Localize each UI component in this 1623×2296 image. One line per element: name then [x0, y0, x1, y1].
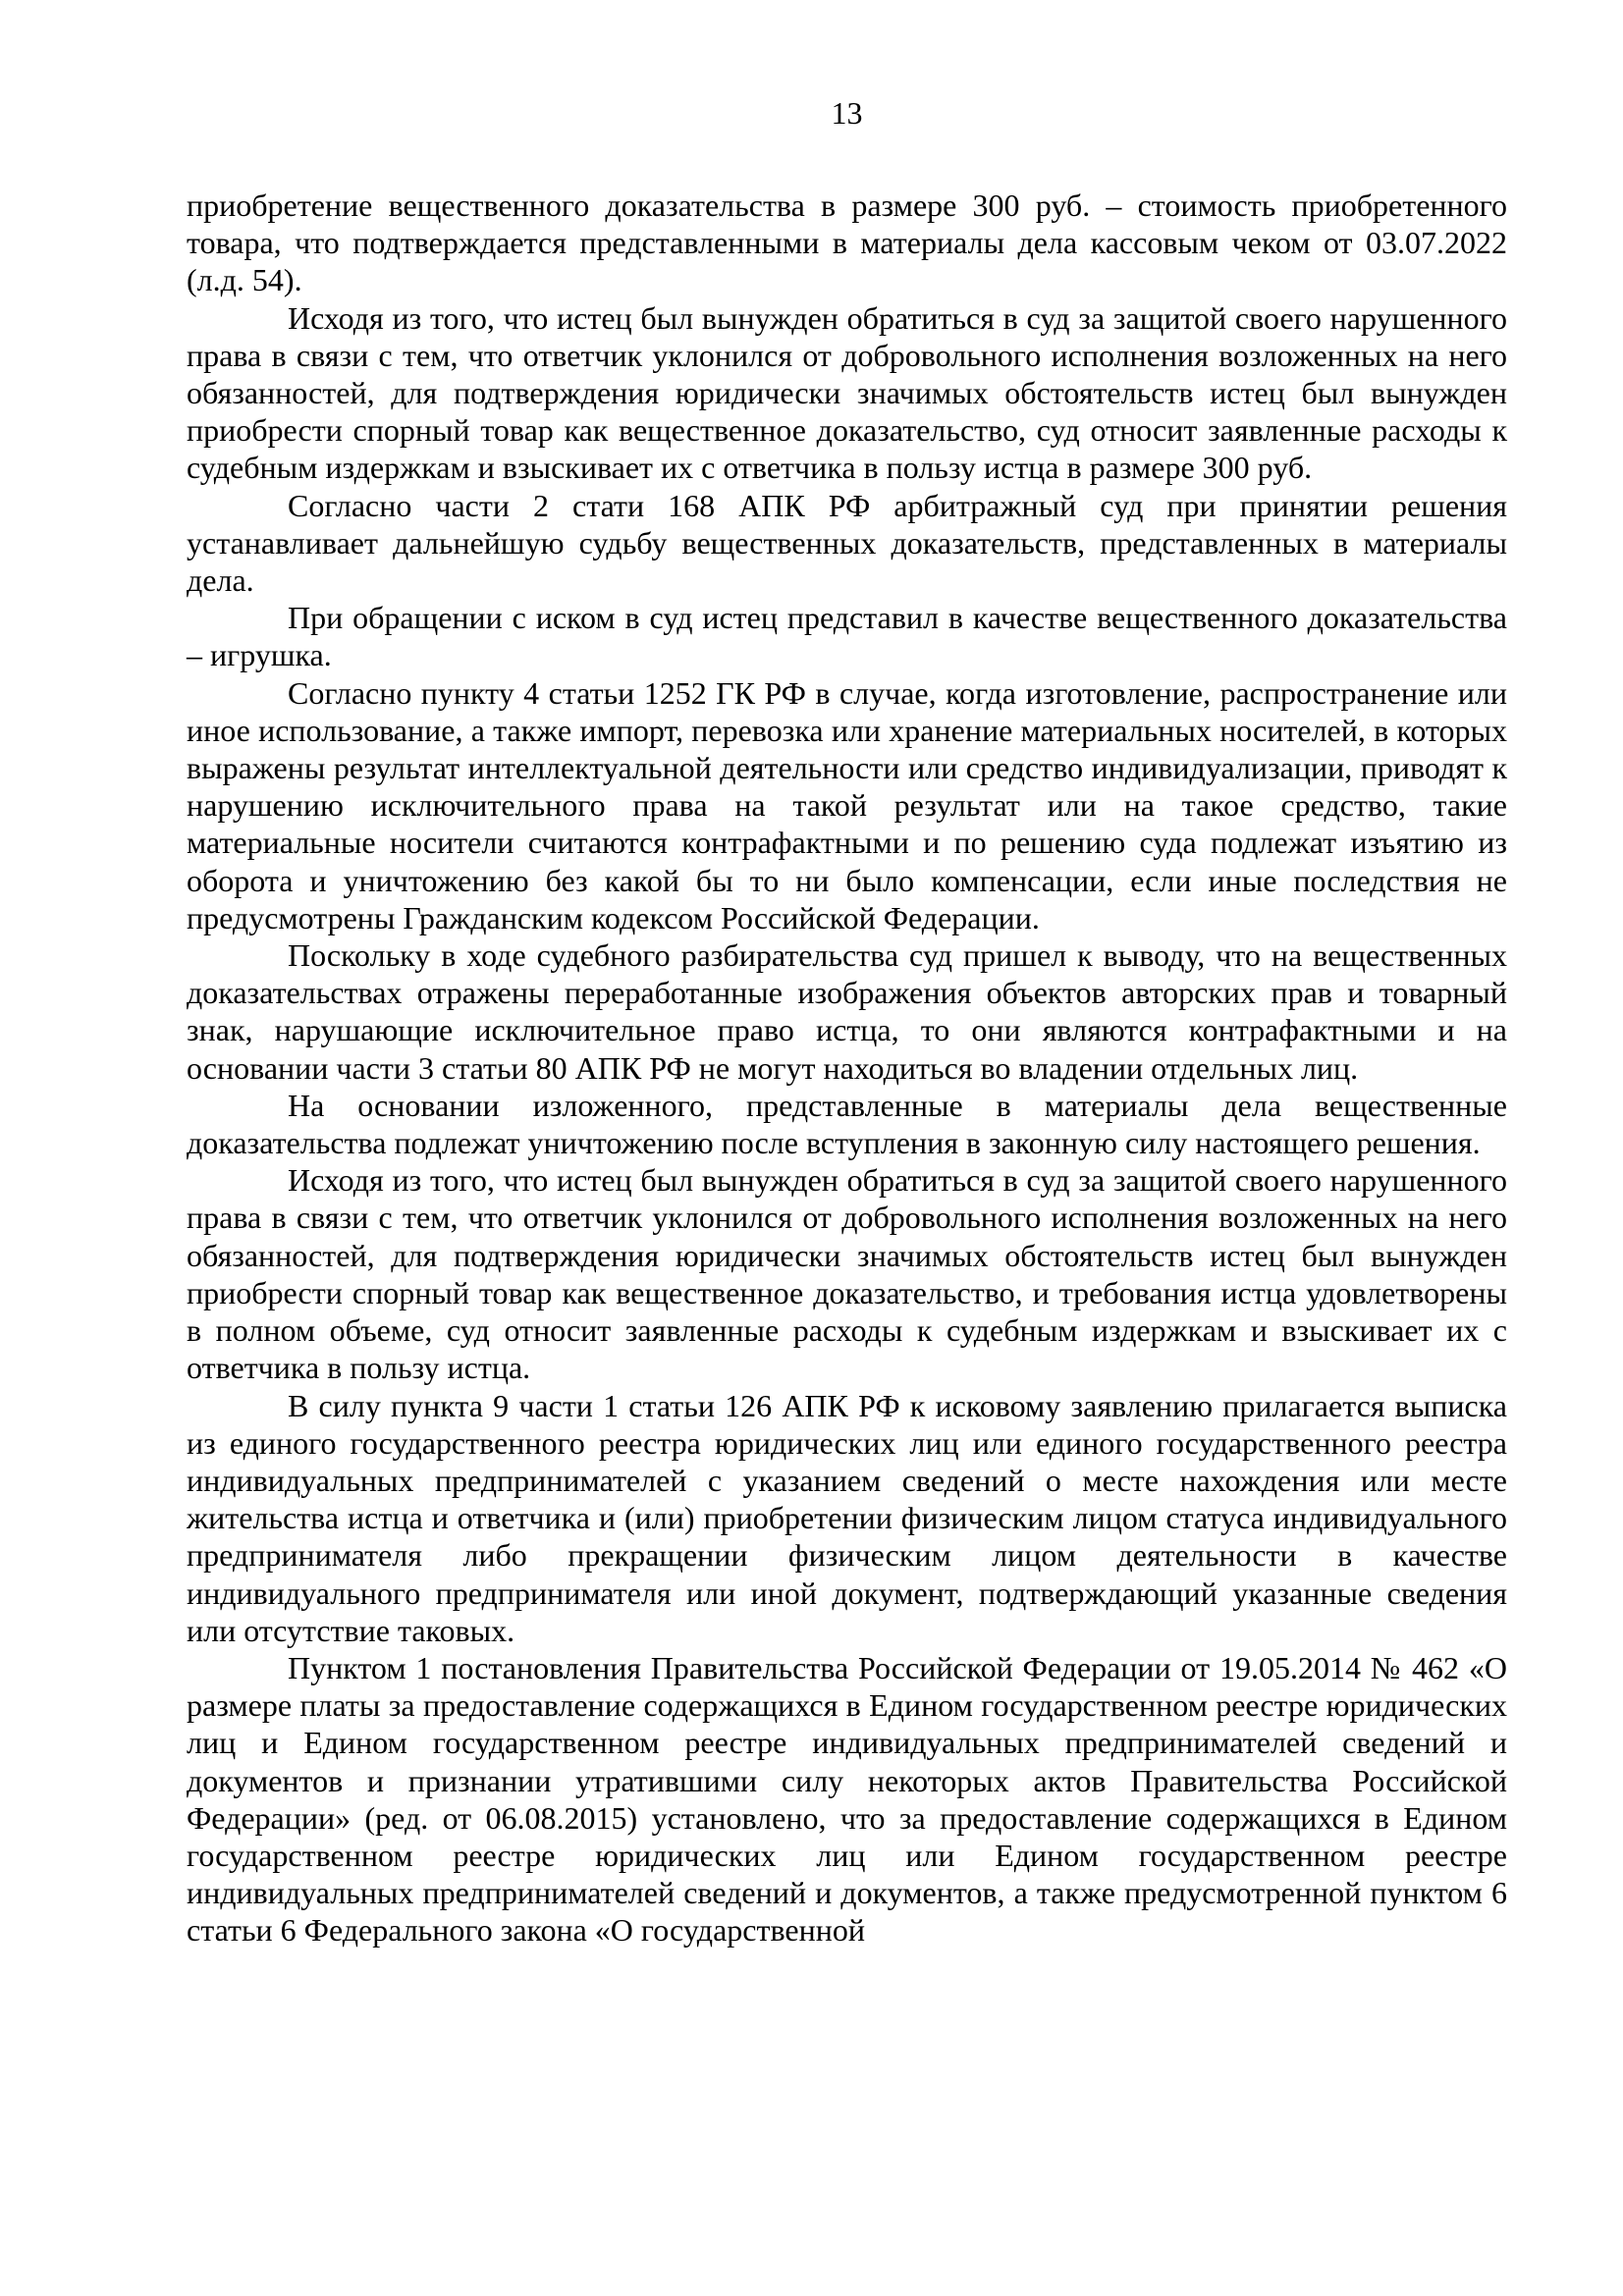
paragraph: Согласно части 2 стати 168 АПК РФ арбитражный суд при принятии решения устанавливает дальнейшую судьбу вещественных доказательств, представленных в материалы дела. — [187, 487, 1507, 599]
paragraph: При обращении с иском в суд истец представил в качестве вещественного доказательства – игрушка. — [187, 600, 1507, 673]
paragraph: На основании изложенного, представленные в материалы дела вещественные доказательства подлежат уничтожению после вступления в законную силу настоящего решения. — [187, 1087, 1507, 1161]
paragraph: Пунктом 1 постановления Правительства Российской Федерации от 19.05.2014 № 462 «О размере платы за предоставление содержащихся в Едином государственном реестре юридических лиц и Едином государственном реестре индивидуальных предпринимателей сведений и документов и признании утратившими силу некоторых актов Правительства Российской Федерации» (ред. от 06.08.2015) установлено, что за предоставление содержащихся в Едином государственном реестре юридических лиц или Едином государственном реестре индивидуальных предпринимателей сведений и документов, а также предусмотренной пунктом 6 статьи 6 Федерального закона «О государственной — [187, 1649, 1507, 1949]
page-number: 13 — [831, 95, 863, 131]
paragraph: Исходя из того, что истец был вынужден обратиться в суд за защитой своего нарушенного права в связи с тем, что ответчик уклонился от добровольного исполнения возложенных на него обязанностей, для подтверждения юридически значимых обстоятельств истец был вынужден приобрести спорный товар как вещественное доказательство, суд относит заявленные расходы к судебным издержкам и взыскивает их с ответчика в пользу истца в размере 300 руб. — [187, 299, 1507, 486]
paragraph: Согласно пункту 4 статьи 1252 ГК РФ в случае, когда изготовление, распространение или иное использование, а также импорт, перевозка или хранение материальных носителей, в которых выражены результат интеллектуальной деятельности или средство индивидуализации, приводят к нарушению исключительного права на такой результат или на такое средство, такие материальные носители считаются контрафактными и по решению суда подлежат изъятию из оборота и уничтожению без какой бы то ни было компенсации, если иные последствия не предусмотрены Гражданским кодексом Российской Федерации. — [187, 674, 1507, 935]
paragraph: Поскольку в ходе судебного разбирательства суд пришел к выводу, что на вещественных доказательствах отражены переработанные изображения объектов авторских прав и товарный знак, нарушающие исключительное право истца, то они являются контрафактными и на основании части 3 статьи 80 АПК РФ не могут находиться во владении отдельных лиц. — [187, 937, 1507, 1086]
document-body — [187, 187, 1507, 1949]
paragraph: Исходя из того, что истец был вынужден обратиться в суд за защитой своего нарушенного права в связи с тем, что ответчик уклонился от добровольного исполнения возложенных на него обязанностей, для подтверждения юридически значимых обстоятельств истец был вынужден приобрести спорный товар как вещественное доказательство, и требования истца удовлетворены в полном объеме, суд относит заявленные расходы к судебным издержкам и взыскивает их с ответчика в пользу истца. — [187, 1162, 1507, 1386]
paragraph: приобретение вещественного доказательства в размере 300 руб. – стоимость приобретенного товара, что подтверждается представленными в материалы дела кассовым чеком от 03.07.2022 (л.д. 54). — [187, 187, 1507, 298]
paragraph: В силу пункта 9 части 1 статьи 126 АПК РФ к исковому заявлению прилагается выписка из единого государственного реестра юридических лиц или единого государственного реестра индивидуальных предпринимателей с указанием сведений о месте нахождения или месте жительства истца и ответчика и (или) приобретении физическим лицом статуса индивидуального предпринимателя либо прекращении физическим лицом деятельности в качестве индивидуального предпринимателя или иной документ, подтверждающий указанные сведения или отсутствие таковых. — [187, 1387, 1507, 1648]
